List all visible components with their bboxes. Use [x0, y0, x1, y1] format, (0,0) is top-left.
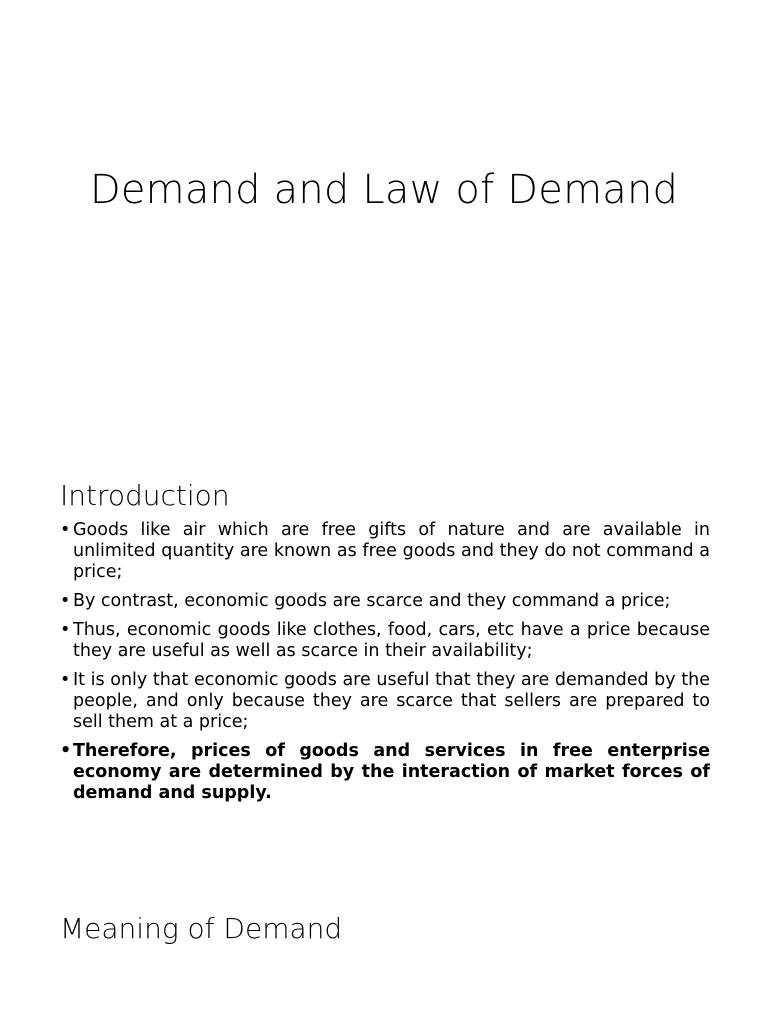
- list-item: [60, 670, 710, 733]
- list-item: [60, 741, 710, 804]
- bullet-icon: •: [60, 520, 71, 540]
- meaning-slide: [0, 864, 768, 1024]
- bullet-icon: •: [60, 741, 72, 761]
- meaning-heading: Meaning of Demand: [60, 912, 343, 945]
- bullet-list: [60, 520, 710, 812]
- list-item: [60, 520, 710, 583]
- bullet-icon: •: [60, 620, 71, 640]
- page-title: Demand and Law of Demand: [89, 167, 679, 213]
- list-item: [60, 620, 710, 662]
- bullet-text: Goods like air which are free gifts of nature and are available in unlimited quantity are known as free goods and they do not command a price;: [73, 520, 710, 582]
- bullet-text: It is only that economic goods are useful that they are demanded by the people, and only because they are scarce that sellers are prepared to sell them at a price;: [73, 670, 710, 732]
- bullet-text: Thus, economic goods like clothes, food, cars, etc have a price because they are useful as well as scarce in their availability;: [73, 620, 710, 661]
- introduction-heading: Introduction: [60, 479, 230, 512]
- bullet-text: Therefore, prices of goods and services in free enterprise economy are determined by the interaction of market forces of demand and supply.: [73, 741, 710, 803]
- introduction-slide: [0, 432, 768, 864]
- bullet-icon: •: [60, 670, 71, 690]
- bullet-icon: •: [60, 591, 71, 611]
- list-item: [60, 591, 710, 612]
- title-slide: [0, 0, 768, 432]
- bullet-text: By contrast, economic goods are scarce and they command a price;: [73, 591, 671, 611]
